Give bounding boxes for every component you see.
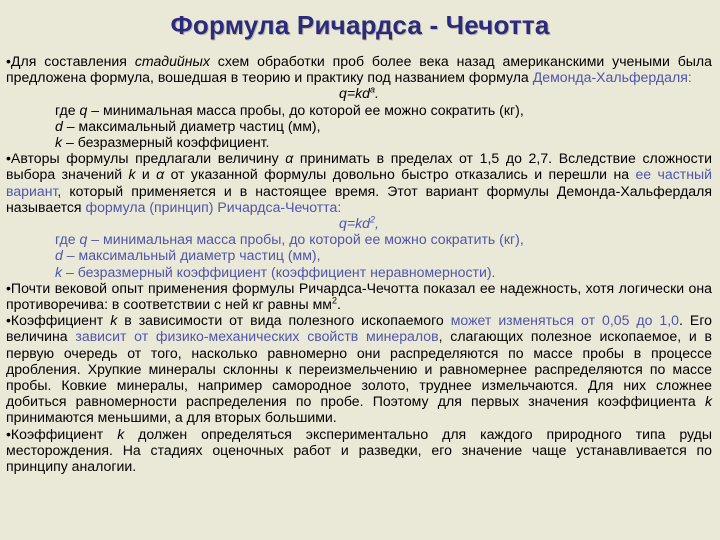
var-k: k [55, 263, 63, 280]
text: •Для составления [6, 53, 135, 69]
formula-exponent: 2 [370, 214, 376, 225]
paragraph-coefficient [6, 312, 712, 425]
text: схем обработки проб более века назад американскими учеными была предложена формула, вошедшая в теорию и практику под названием формула [6, 53, 712, 86]
text: . Его величина [6, 312, 712, 345]
text: принимать в пределах от 1,5 до 2,7. Вследствие сложности выбора значений [6, 150, 712, 183]
text: , слагающих полезное ископаемое, и в первую очередь от того, насколько равномерно они распределяются по массе пробы в процессе дробления. Хрупкие минералы склонны к переизмельчению и равномернее распределяются по массе пробы. Ковкие минералы, например самородное золото, труднее измельчаются. Для них сложнее добиться равномерности распределения по пробе. Поэтому для первых значения коэффициента [6, 328, 712, 410]
paragraph-authors [6, 150, 712, 215]
definition-d [6, 118, 712, 134]
text: – максимальный диаметр частиц (мм), [62, 247, 321, 264]
text: – минимальная масса пробы, до которой ее можно сократить (кг), [87, 231, 524, 248]
text: , который применяется и в настоящее время. Этот вариант формулы Демонда-Хальфердаля называется [6, 182, 712, 215]
definition-q-2 [6, 231, 712, 247]
definition-k-2 [6, 264, 712, 280]
var-alpha: α [156, 166, 165, 183]
slide-title: Формула Ричардса - Чечотта [170, 10, 550, 40]
definition-q [6, 102, 712, 118]
highlight-variant: ее частный вариант [6, 166, 712, 199]
text: где [55, 231, 80, 248]
text: •Почти вековой опыт применения формулы Ричардса-Чечотта показал ее надежность, хотя логически она противоречива: в соответствии с ней кг равны мм [6, 279, 712, 313]
var-q: q [79, 231, 88, 248]
exponent: 2 [331, 295, 337, 306]
formula-tail: . [375, 85, 379, 102]
text-italic: стадийных [134, 53, 210, 69]
formula-base: q=kd [339, 215, 371, 232]
paragraph-experience [6, 280, 712, 312]
var-q: q [79, 101, 88, 118]
text: •Коэффициент [6, 425, 118, 442]
text: – минимальная масса пробы, до которой ее можно сократить (кг), [87, 101, 524, 118]
paragraph-experimental [6, 426, 712, 475]
text: в зависимости от вида полезного ископаемого [117, 312, 451, 329]
formula-richards [6, 215, 712, 231]
formula-exponent: a [370, 84, 376, 95]
text: принимаются меньшими, а для вторых большими. [6, 409, 337, 426]
text: – безразмерный коэффициент. [62, 134, 270, 151]
definition-d-2 [6, 247, 712, 263]
highlight-dependence: зависит от физико-механических свойств минералов [75, 328, 439, 345]
definition-k [6, 134, 712, 150]
var-k: k [55, 134, 63, 151]
text: должен определяться экспериментально для каждого природного типа руды месторождения. На стадиях оценочных работ и разведки, его значение чаще устанавливается по принципу аналогии. [6, 425, 712, 475]
text: где [55, 101, 80, 118]
text: – безразмерный коэффициент (коэффициент неравномерности). [62, 263, 496, 280]
text: •Авторы формулы предлагали величину [6, 150, 286, 167]
var-d: d [55, 247, 63, 264]
var-k: k [110, 312, 118, 329]
text: – максимальный диаметр частиц (мм), [62, 117, 321, 134]
highlight-richards-formula: формула (принцип) Ричардса-Чечотта: [85, 198, 342, 215]
formula-base: q=kd [339, 85, 371, 102]
formula-demond [6, 85, 712, 101]
slide-body [6, 53, 712, 474]
formula-tail: , [375, 215, 379, 232]
text: и [135, 166, 157, 183]
text: . [336, 296, 341, 313]
highlight-range: может изменяться от 0,05 до 1,0 [450, 312, 680, 329]
var-alpha: α [285, 150, 294, 167]
var-k: k [117, 425, 125, 442]
var-k: k [704, 393, 712, 410]
text: •Коэффициент [6, 312, 111, 329]
text: от указанной формулы довольно быстро отказались и перешли на [164, 166, 636, 183]
paragraph-intro [6, 53, 712, 85]
highlight-formula-name: Демонда-Хальфердаля: [532, 69, 692, 86]
var-k: k [128, 166, 136, 183]
var-d: d [55, 117, 63, 134]
